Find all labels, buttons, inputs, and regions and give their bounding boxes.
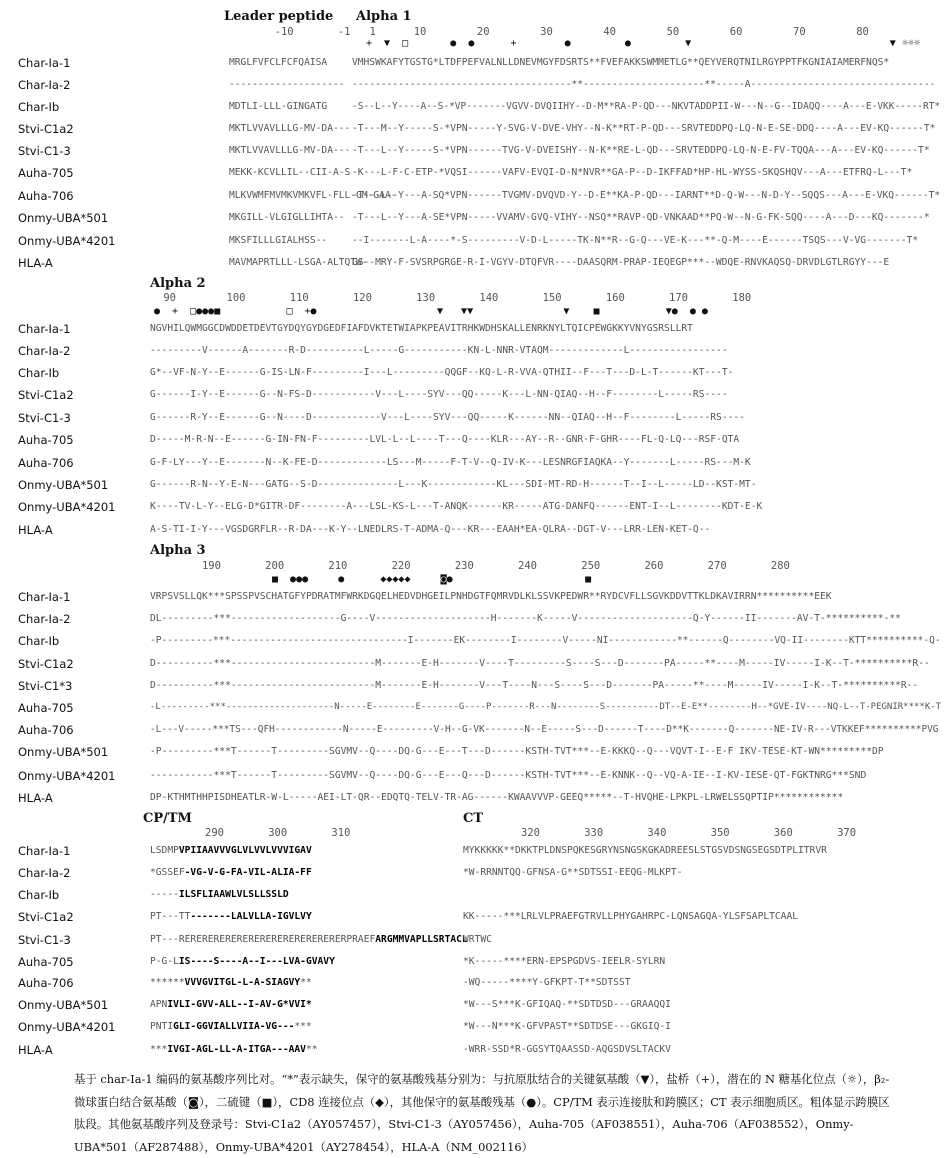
sequence-name: Auha-705 [18,955,74,969]
aligned-sequence: -T---L--Y---A-SQ*VPN------TVGMV-DVQVD-Y--D-E**KA-P-QD---IARNT**D-Q-W---N-D-Y--SQQS---A---E-VKQ------T* [352,190,941,201]
aligned-sequence: D----------***-------------------------M-------E-H-------V----T---------S----S---D-------PA-----**----M-----IV-----I-K--T-**********R-- [150,658,930,669]
connecting-peptide-tail: ** [305,1044,318,1055]
sequence-name: Auha-706 [18,723,74,737]
leader-peptide-sequence: MDTLI-LLL-GINGATG [229,101,328,112]
sequence-name: Stvi-C1-3 [18,933,71,947]
cytoplasmic-sequence: *W---N***K-GFVPAST**SDTDSE---GKGIQ-I [463,1021,671,1032]
cp-tm-sequence [150,999,312,1010]
aligned-sequence: -S--L--Y----A--S-*VP-------VGVV-DVQIIHY--D-M**RA-P-QD---NKVTADDPII-W---N--G--IDAQQ----A---E-VKK-----RT* [352,101,941,112]
leader-peptide-sequence: MRGLFVFCLFCFQAISA [229,57,328,68]
sequence-name: Onmy-UBA*501 [18,998,109,1012]
connecting-peptide: APN [150,999,168,1010]
leader-peptide-sequence: MKSFILLLGIALHSS-- [229,235,328,246]
sequence-name: HLA-A [18,523,53,537]
connecting-peptide: ----- [150,889,179,900]
aligned-sequence: VMHSWKAFYTGSTG*LTDFPEFVALNLLDNEVMGYFDSRTS**FVEFAKKSWMMETLG**QEYVERQTNILRGYPPTFKGNIAIAMERFNQS* [352,57,890,68]
sequence-name: Onmy-UBA*4201 [18,234,116,248]
cytoplasmic-sequence: KK-----***LRLVLPRAEFGTRVLLPHYGAHRPC-LQNSAGQA-YLSFSAPLTCAAL [463,911,799,922]
leader-peptide-sequence: MKTLVVAVLLLG-MV-DA--- [229,123,351,134]
cp-tm-sequence [150,1044,318,1055]
region-heading: Alpha 3 [150,543,206,558]
sequence-name: Char-Ia-2 [18,866,71,880]
connecting-peptide: LSDMP [150,845,179,856]
aligned-sequence: NGVHILQWMGGCDWDDETDEVTGYDQYGYDGEDFIAFDVKTETWIAPKPEAVITRHKWDHSKALLENRKNYLTQICPEWGKKYVNYGSRSLLRT [150,323,693,334]
sequence-name: Onmy-UBA*4201 [18,500,116,514]
caption-text: 基于 char-Ia-1 编码的氨基酸序列比对。“*”表示缺失，保守的氨基酸残基分别为：与抗原肽结合的关键氨基酸（▼），盐桥（+），潜在的 N 糖基化位点（☼），β₂-微球蛋白结合氨基酸（◙），二硫键（■），CD8 连接位点（◆），其他保守的氨基酸残基（●）。CP/TM 表示连接肽和跨膜区；CT 表示细胞质区。粗体显示跨膜区肽段。其他氨基酸序列及登录号：Stvi-C1a2（AY057457），Stvi-C1-3（AY057456），Auha-705（AF038551），Auha-706（AF038552），Onmy-UBA*501（AF287488），Onmy-UBA*4201（AY278454），HLA-A（NM_002116） [74,1072,890,1154]
cytoplasmic-sequence: *W---S***K-GFIQAQ-**SDTDSD---GRAAQQI [463,999,671,1010]
cytoplasmic-sequence: *K-----****ERN-EPSPGDVS-IEELR-SYLRN [463,956,666,967]
cytoplasmic-sequence: MYKKKKK**DKKTPLDNSPQKESGRYNSNGSKGKADREESLSTGSVDSNGSEGSDTPLITRVR [463,845,827,856]
sequence-name: Char-Ia-2 [18,612,71,626]
sequence-name: Onmy-UBA*4201 [18,769,116,783]
region-heading: CT [463,811,484,826]
cp-tm-sequence [150,889,289,900]
aligned-sequence: -T---L--Y---A-SE*VPN-----VVAMV-GVQ-VIHY--NSQ**RAVP-QD-VNKAAD**PQ-W--N-G-FK-SQQ----A---D---KQ-------* [352,212,930,223]
connecting-peptide: *** [150,1044,168,1055]
sequence-name: Onmy-UBA*501 [18,478,109,492]
connecting-peptide: *GSSEF [150,867,185,878]
aligned-sequence: G-F-LY---Y--E-------N--K-FE-D------------LS---M-----F-T-V--Q-IV-K---LESNRGFIAQKA--Y-------L-----RS---M-K [150,457,751,468]
transmembrane-segment: -VG-V-G-FA-VIL-ALIA-FF [184,867,312,878]
aligned-sequence: A-S-TI-I-Y---VGSDGRFLR--R-DA---K-Y--LNEDLRS-T-ADMA-Q---KR---EAAH*EA-QLRA--DGT-V---LRR-LEN-KET-Q-- [150,524,711,535]
sequence-name: Stvi-C1-3 [18,411,71,425]
aligned-sequence: G------I-Y--E------G--N-FS-D-----------V---L----SYV---QQ-----K---L-NN-QIAQ--H--F--------L-----RS---- [150,389,728,400]
sequence-name: Char-Ia-1 [18,56,71,70]
region-heading: Alpha 2 [150,276,206,291]
leader-peptide-sequence: MKGILL-VLGIGLLIHTA-- [229,212,345,223]
transmembrane-segment: IS----S----A--I---LVA-GVAVY [178,956,335,967]
sequence-name: Auha-706 [18,456,74,470]
cp-tm-sequence [150,956,335,967]
transmembrane-segment: GLI-GGVIALLVIIA-VG--- [173,1021,295,1032]
sequence-name: Char-Ia-2 [18,344,71,358]
cytoplasmic-sequence: *W-RRNNTQQ-GFNSA-G**SDTSSI-EEQG-MLKPT- [463,867,683,878]
connecting-peptide-tail: *** [294,1021,312,1032]
figure-caption [74,1068,894,1158]
aligned-sequence: -L---------***--------------------N-----E--------E-------G----P-------R---N--------S----------DT--E-E**--------H--*GVE-IV----NQ-L--T-PEGNIR****K-T [150,702,942,712]
aligned-sequence: GS--MRY-F-SVSRPGRGE-R-I-VGYV-DTQFVR----DAASQRM-PRAP-IEQEGP***--WDQE-RNVKAQSQ-DRVDLGTLRGYY---E [352,257,890,268]
sequence-name: Stvi-C1a2 [18,122,74,136]
sequence-name: Onmy-UBA*501 [18,211,109,225]
aligned-sequence: --------------------------------------**---------------------**-----A-------------------------------- [352,79,936,90]
cp-tm-sequence [150,867,312,878]
conserved-residue-markers: + ▼ □ ● ● + ● ● ▼ ▼ ☼☼☼ [366,38,920,49]
sequence-name: Auha-705 [18,701,74,715]
aligned-sequence: D-----M-R-N--E------G-IN-FN-F---------LVL-L--L----T---Q----KLR---AY--R--GNR-F-GHR----FL-Q-LQ---RSF-QTA [150,434,740,445]
aligned-sequence: -T---M--Y-----S-*VPN-----Y-SVG-V-DVE-VHY--N-K**RT-P-QD---SRVTEDDPQ-LQ-N-E-SE-DDQ----A---EV-KQ------T* [352,123,936,134]
sequence-name: Stvi-C1a2 [18,910,74,924]
region-heading: Alpha 1 [356,9,412,24]
sequence-name: HLA-A [18,1043,53,1057]
leader-peptide-sequence: MLKVWMFMVMKVMKVFL-FLL-GM-GAA- [229,190,397,201]
connecting-peptide: ****** [150,977,185,988]
cp-tm-sequence [150,911,312,922]
aligned-sequence: DP-KTHMTHHPISDHEATLR-W-L-----AEI-LT-QR--EDQTQ-TELV-TR-AG------KWAAVVVP-GEEQ*****--T-HVQHE-LPKPL-LRWELSSQPTIP************ [150,792,844,803]
sequence-name: Stvi-C1a2 [18,657,74,671]
sequence-name: Auha-706 [18,189,74,203]
connecting-peptide: PT---TT [150,911,191,922]
connecting-peptide: PNTI [150,1021,174,1032]
position-numbers: 290 300 310 [205,827,351,839]
sequence-name: Onmy-UBA*501 [18,745,109,759]
leader-peptide-sequence: MKTLVVAVLLLG-MV-DA--- [229,145,351,156]
sequence-name: Char-Ib [18,100,60,114]
region-heading: Leader peptide [224,9,334,24]
sequence-name: Stvi-C1*3 [18,679,73,693]
sequence-name: Onmy-UBA*4201 [18,1020,116,1034]
sequence-name: Auha-706 [18,976,74,990]
sequence-name: HLA-A [18,256,53,270]
connecting-peptide: P-G-L [150,956,179,967]
connecting-peptide: PT---RERERERERERERERERERERERERERERPRAEF [150,934,376,945]
sequence-name: Char-Ia-1 [18,844,71,858]
cytoplasmic-sequence: -WRR-SSD*R-GGSYTQAASSD-AQGSDVSLTACKV [463,1044,671,1055]
sequence-name: Stvi-C1-3 [18,144,71,158]
leader-peptide-sequence: MEKK-KCVLLIL--CII-A-S [229,167,351,178]
aligned-sequence: -----------***T------T---------SGVMV--Q----DQ-G---E---Q---D------KSTH-TVT***--E-KNNK--Q--VQ-A-IE--I-KV-IESE-QT-FGKTNRG***SND [150,770,867,781]
aligned-sequence: D----------***-------------------------M-------E-H-------V---T----N---S----S---D-------PA-----**----M-----IV-----I-K--T-**********R-- [150,680,919,691]
position-numbers: 90 100 110 120 130 140 150 160 170 180 [157,292,752,304]
sequence-name: Char-Ia-1 [18,322,71,336]
ct-position-numbers: 320 330 340 350 360 370 [521,827,857,839]
transmembrane-segment: ILSFLIAAWLVLSLLSSLD [178,889,289,900]
cp-tm-sequence [150,934,468,945]
aligned-sequence: DL---------***-------------------G----V--------------------H-------K-----V--------------------Q-Y------II-------AV-T-**********-** [150,613,901,624]
position-numbers: -10 -1 1 10 20 30 40 50 60 70 80 [262,26,869,38]
sequence-name: Char-Ia-2 [18,78,71,92]
sequence-name: Char-Ib [18,366,60,380]
sequence-name: Char-Ib [18,888,60,902]
cp-tm-sequence [150,977,312,988]
aligned-sequence: -L---V-----***TS---QFH------------N-----E---------V-H--G-VK-------N--E-----S---D------T----D**K-------Q-------NE-IV-R---VTKKEF**********PVG [150,724,939,735]
transmembrane-segment: IVLI-GVV-ALL--I-AV-G*VVI* [167,999,312,1010]
leader-peptide-sequence: -------------------- [229,79,345,90]
sequence-name: Stvi-C1a2 [18,388,74,402]
conserved-residue-markers: ● + □●●●■ □ +● ▼ ▼▼ ▼ ■ ▼● ● ● [154,306,708,317]
sequence-name: Char-Ib [18,634,60,648]
cytoplasmic-sequence: -WQ-----****Y-GFKPT-T**SDTSST [463,977,631,988]
aligned-sequence: -P---------***-------------------------------I-------EK--------I--------V-----NI------------**------Q--------VQ-II--------KTT**********-Q- [150,635,941,646]
transmembrane-segment: ARGMMVAPLLSRTACL [375,934,468,945]
aligned-sequence: -P---------***T------T---------SGVMV--Q----DQ-G---E---T---D------KSTH-TVT***--E-KKKQ--Q---VQVT-I--E-F IKV-TESE-KT-WN*********DP [150,746,884,757]
transmembrane-segment: VVVGVITGL-L-A-SIAGVY [184,977,301,988]
cp-tm-sequence [150,1021,312,1032]
leader-peptide-sequence: MAVMAPRTLLL-LSGA-ALTQTW- [229,257,368,268]
aligned-sequence: G------R-N--Y-E-N---GATG--S-D--------------L---K------------KL---SDI-MT-RD-H------T--I--L-----LD--KST-MT- [150,479,757,490]
transmembrane-segment: -------LALVLLA-IGVLVY [190,911,312,922]
aligned-sequence: --I-------L-A----*-S---------V-D-L-----TK-N**R--G-Q---VE-K---**-Q-M----E------TSQS---V-VG-------T* [352,235,919,246]
position-numbers: 190 200 210 220 230 240 250 260 270 280 [183,560,790,572]
sequence-name: Auha-705 [18,166,74,180]
region-heading: CP/TM [143,811,192,826]
transmembrane-segment: IVGI-AGL-LL-A-ITGA---AAV [167,1044,306,1055]
sequence-name: Auha-705 [18,433,74,447]
aligned-sequence: VRPSVSLLQK***SPSSPVSCHATGFYPDRATMFWRKDGQELHEDVDHGEILPNHDGTFQMRVDLKLSSVKPEDWR**RYDCVFLLSGVKDDVTTKLDKAVIRRN**********EEK [150,591,832,602]
aligned-sequence: G------R-Y--E------G--N----D------------V---L----SYV---QQ-----K------NN--QIAQ--H--F--------L-----RS---- [150,412,745,423]
sequence-name: HLA-A [18,791,53,805]
aligned-sequence: -K---L-F-C-ETP-*VQSI------VAFV-EVQI-D-N*NVR**GA-P--D-IKFFAD*HP-HL-WYSS-SKQSHQV---A---ETFRQ-L---T* [352,167,913,178]
aligned-sequence: -T---L--Y-----S-*VPN------TVG-V-DVEISHY--N-K**RE-L-QD---SRVTEDDPQ-LQ-N-E-FV-TQQA---A---EV-KQ------T* [352,145,930,156]
transmembrane-segment: VPIIAAVVVGLVLVVLVVVIGAV [178,845,312,856]
connecting-peptide-tail: ** [300,977,312,988]
conserved-residue-markers: ■ ●●● ● ◆◆◆◆◆ ◙● ■ [272,574,592,585]
cytoplasmic-sequence: WRTWC [463,934,492,945]
aligned-sequence: G*--VF-N-Y--E------G-IS-LN-F---------I---L---------QQGF--KQ-L-R-VVA-QTHII--F---T---D-L-T------KT---T- [150,367,734,378]
aligned-sequence: ---------V------A-------R-D----------L-----G-----------KN-L-NNR-VTAQM-------------L----------------- [150,345,728,356]
sequence-name: Char-Ia-1 [18,590,71,604]
cp-tm-sequence [150,845,312,856]
aligned-sequence: K----TV-L-Y--ELG-D*GITR-DF--------A---LSL-KS-L---T-ANQK------KR-----ATG-DANFQ------ENT-I--L--------KDT-E-K [150,501,763,512]
